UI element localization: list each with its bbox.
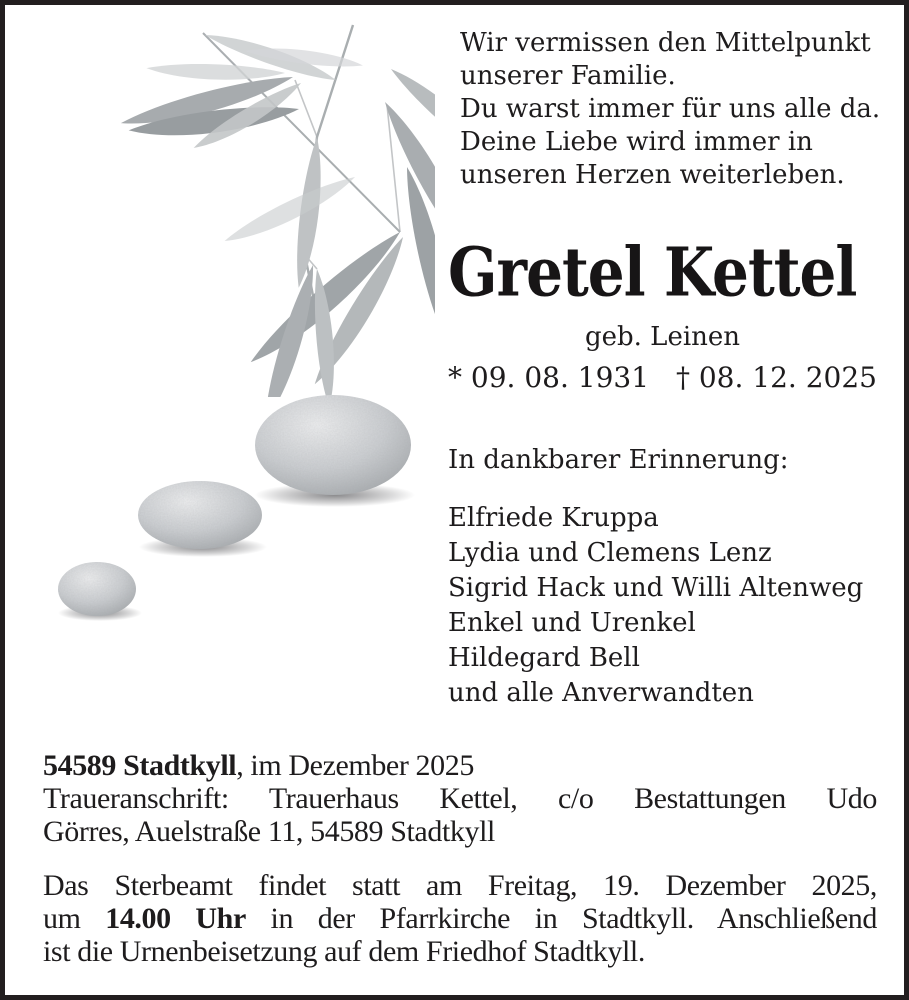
city-date-line — [43, 749, 877, 782]
bamboo-leaves — [118, 25, 435, 397]
mourner-name: Sigrid Hack und Willi Altenweg — [448, 573, 864, 603]
deceased-name: Gretel Kettel — [448, 233, 857, 312]
mourning-address-line: Traueranschrift: Trauerhaus Kettel, c/o Bestattungen Udo — [43, 782, 877, 815]
mourner-name: Enkel und Urenkel — [448, 608, 696, 638]
death-date: † 08. 12. 2025 — [675, 361, 877, 394]
service-block — [43, 869, 877, 968]
pebble-large — [255, 395, 415, 507]
mourner-name: Lydia und Clemens Lenz — [448, 538, 772, 568]
bamboo-leaves-image — [55, 17, 435, 397]
mourning-address-line: Görres, Auelstraße 11, 54589 Stadtkyll — [43, 815, 495, 848]
mourners-list — [448, 501, 877, 711]
mourner-name: Hildegard Bell — [448, 643, 640, 673]
service-time-bold: 14.00 Uhr — [105, 902, 246, 935]
city-postal-bold: 54589 Stadtkyll — [43, 749, 237, 782]
pebble-medium — [138, 481, 267, 557]
condolence-line: Wir vermissen den Mittelpunkt — [460, 28, 871, 58]
service-line-post: in der Pfarrkirche in Stadtkyll. Anschließend — [245, 902, 877, 935]
closing-block — [43, 749, 877, 848]
life-dates — [448, 361, 877, 394]
condolence-line: Deine Liebe wird immer in — [460, 127, 813, 157]
maiden-name: geb. Leinen — [584, 322, 741, 352]
remembrance-heading: In dankbarer Erinnerung: — [448, 445, 789, 475]
mourner-name: Elfriede Kruppa — [448, 503, 659, 533]
service-line: Das Sterbeamt findet statt am Freitag, 19. Dezember 2025, — [43, 869, 877, 902]
service-line: ist die Urnenbeisetzung auf dem Friedhof Stadtkyll. — [43, 935, 645, 968]
condolence-verse — [460, 27, 880, 192]
closing-date: , im Dezember 2025 — [236, 749, 474, 782]
pebbles-image — [43, 391, 423, 631]
condolence-line: Du warst immer für uns alle da. — [460, 94, 881, 124]
mourner-name: und alle Anverwandten — [448, 678, 754, 708]
birth-date: * 09. 08. 1931 — [448, 361, 650, 394]
condolence-line: unseren Herzen weiterleben. — [460, 160, 845, 190]
condolence-line: unserer Familie. — [460, 61, 676, 91]
service-line — [43, 902, 877, 935]
pebble-small — [58, 562, 142, 621]
service-line-pre: um — [43, 902, 106, 935]
